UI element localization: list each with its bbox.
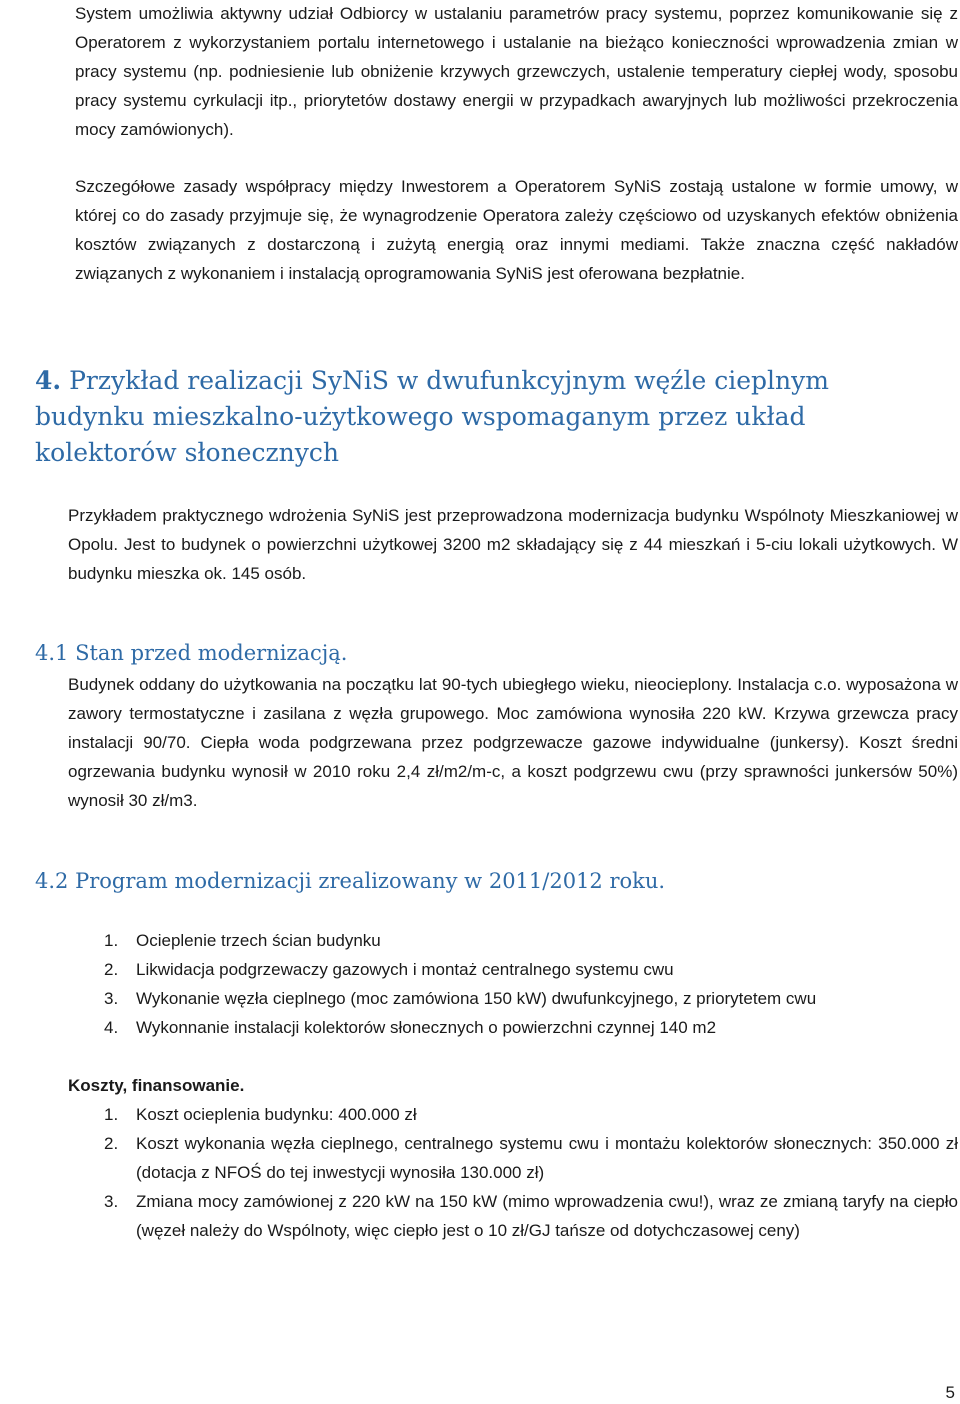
section-4-number: 4. xyxy=(35,366,62,395)
subsection-4-2-heading: 4.2 Program modernizacji zrealizowany w 2011/2012 roku. xyxy=(35,869,666,893)
list-item-number: 4. xyxy=(104,1018,119,1037)
list-item xyxy=(68,955,958,984)
list-item-text: Likwidacja podgrzewaczy gazowych i montaż centralnego systemu cwu xyxy=(136,960,674,979)
page-number: 5 xyxy=(945,1383,955,1402)
section-4-title: Przykład realizacji SyNiS w dwufunkcyjnym węźle cieplnym budynku mieszkalno-użytkowego wspomaganym przez układ kolektorów słonecznych xyxy=(35,366,829,467)
costs-list xyxy=(68,1100,958,1245)
list-item xyxy=(68,1100,958,1129)
list-item-text: Zmiana mocy zamówionej z 220 kW na 150 kW (mimo wprowadzenia cwu!), wraz ze zmianą taryfy na ciepło (węzeł należy do Wspólnoty, więc ciepło jest o 10 zł/GJ tańsze od dotychczasowej ceny) xyxy=(136,1192,958,1240)
list-item xyxy=(68,1129,958,1187)
list-item-number: 1. xyxy=(104,1105,119,1124)
subsection-4-1-heading: 4.1 Stan przed modernizacją. xyxy=(35,641,348,665)
list-item-number: 3. xyxy=(104,1192,119,1211)
list-item xyxy=(68,926,958,955)
program-list xyxy=(68,926,958,1042)
paragraph-cooperation: Szczegółowe zasady współpracy między Inwestorem a Operatorem SyNiS zostają ustalone w formie umowy, w której co do zasady przyjmuje się, że wynagrodzenie Operatora zależy częściowo od uzyskanych efektów obniżenia kosztów związanych z dostarczoną i zużytą energią oraz innymi mediami. Także znaczna część nakładów związanych z wykonaniem i instalacją oprogramowania SyNiS jest oferowana bezpłatnie. xyxy=(75,177,958,283)
list-item-number: 3. xyxy=(104,989,119,1008)
paragraph-before: Budynek oddany do użytkowania na początku lat 90-tych ubiegłego wieku, nieocieplony. Instalacja c.o. wyposażona w zawory termostatyczne i zasilana z węzła grupowego. Moc zamówiona wynosiła 220 kW. Krzywa grzewcza pracy instalacji 90/70. Ciepła woda podgrzewana przez podgrzewacze gazowe indywidualne (junkersy). Koszt średni ogrzewania budynku wynosił w 2010 roku 2,4 zł/m2/m-c, a koszt podgrzewu cwu (przy sprawności junkersów 50%) wynosił 30 zł/m3. xyxy=(68,675,958,810)
list-item xyxy=(68,1187,958,1245)
paragraph-example: Przykładem praktycznego wdrożenia SyNiS jest przeprowadzona modernizacja budynku Wspólnoty Mieszkaniowej w Opolu. Jest to budynek o powierzchni użytkowej 3200 m2 składający się z 44 mieszkań i 5-ciu lokali użytkowych. W budynku mieszka ok. 145 osób. xyxy=(68,506,958,583)
list-item xyxy=(68,984,958,1013)
list-item-text: Wykonanie węzła cieplnego (moc zamówiona 150 kW) dwufunkcyjnego, z priorytetem cwu xyxy=(136,989,817,1008)
list-item-text: Wykonnanie instalacji kolektorów słonecznych o powierzchni czynnej 140 m2 xyxy=(136,1018,717,1037)
paragraph-intro: System umożliwia aktywny udział Odbiorcy w ustalaniu parametrów pracy systemu, poprzez komunikowanie się z Operatorem z wykorzystaniem portalu internetowego i ustalanie na bieżąco konieczności wprowadzenia zmian w pracy systemu (np. podniesienie lub obniżenie krzywych grzewczych, ustalenie temperatury ciepłej wody, sposobu pracy systemu cyrkulacji itp., priorytetów dostawy energii w przypadkach awaryjnych lub możliwości przekroczenia mocy zamówionych). xyxy=(75,4,958,139)
section-4-heading xyxy=(35,363,935,471)
list-item-number: 1. xyxy=(104,931,119,950)
list-item-text: Koszt wykonania węzła cieplnego, centralnego systemu cwu i montażu kolektorów słonecznych: 350.000 zł (dotacja z NFOŚ do tej inwestycji wynosiła 130.000 zł) xyxy=(136,1134,958,1182)
list-item-number: 2. xyxy=(104,960,119,979)
list-item-text: Ocieplenie trzech ścian budynku xyxy=(136,931,381,950)
costs-heading: Koszty, finansowanie. xyxy=(68,1076,245,1095)
list-item-number: 2. xyxy=(104,1134,119,1153)
list-item-text: Koszt ocieplenia budynku: 400.000 zł xyxy=(136,1105,417,1124)
list-item xyxy=(68,1013,958,1042)
